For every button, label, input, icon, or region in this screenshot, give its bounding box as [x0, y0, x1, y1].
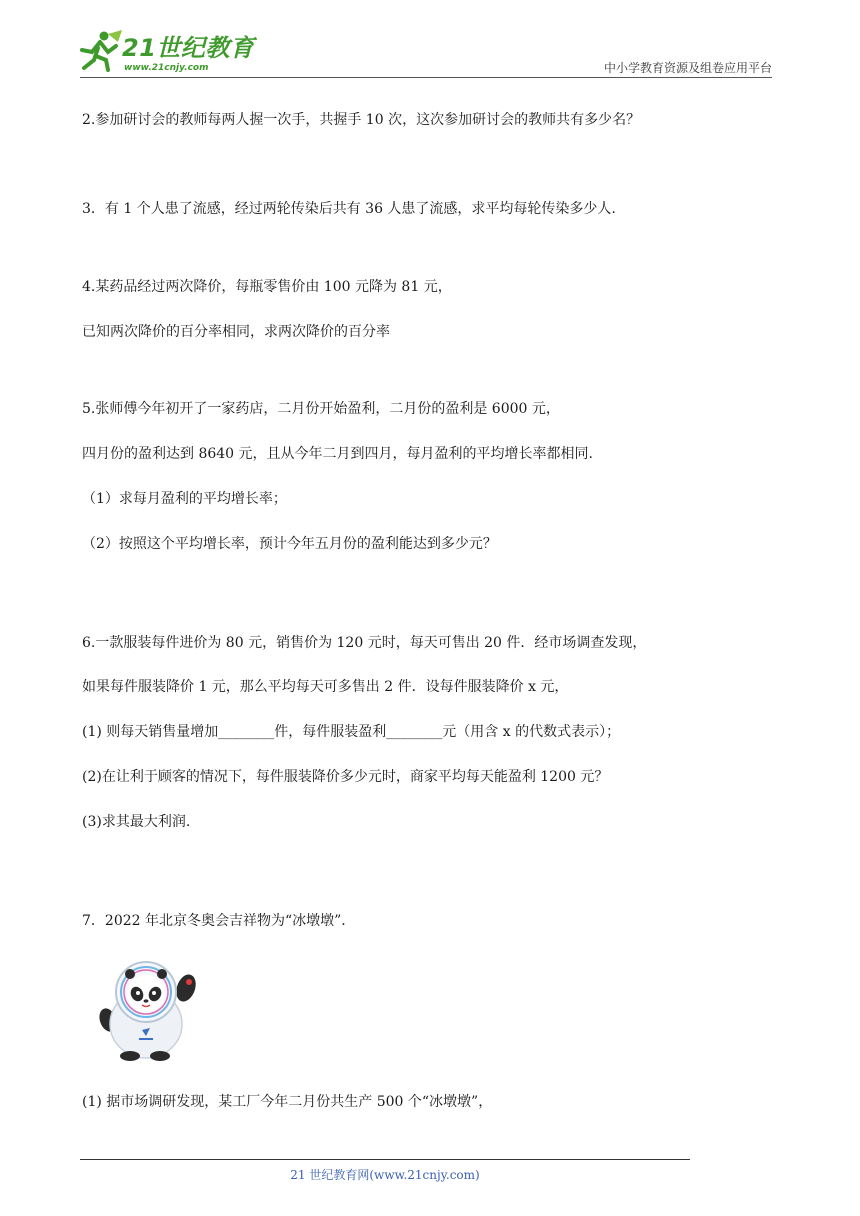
question-4-line-1: 4.某药品经过两次降价，每瓶零售价由 100 元降为 81 元，: [82, 279, 452, 295]
question-4-line-2: 已知两次降价的百分率相同，求两次降价的百分率: [82, 324, 390, 340]
site-logo[interactable]: [78, 28, 258, 80]
bing-dwen-dwen-mascot-image: [94, 958, 206, 1062]
question-6-part-1: (1) 则每天销售量增加________件，每件服装盈利________元（用含 x 的代数式表示）；: [82, 724, 621, 740]
question-6-part-2: (2)在让利于顾客的情况下，每件服装降价多少元时，商家平均每天能盈利 1200 元？: [82, 769, 609, 785]
question-7-part-1: (1) 据市场调研发现，某工厂今年二月份共生产 500 个“冰墩墩”，: [82, 1094, 493, 1110]
logo-url: www.21cnjy.com: [124, 63, 209, 73]
question-7-line-1: 7．2022 年北京冬奥会吉祥物为“冰墩墩”.: [82, 913, 346, 929]
question-3-text: 3．有 1 个人患了流感，经过两轮传染后共有 36 人患了流感，求平均每轮传染多少人.: [82, 201, 616, 217]
question-6-line-2: 如果每件服装降价 1 元，那么平均每天可多售出 2 件．设每件服装降价 x 元，: [82, 679, 569, 695]
footer-divider: [80, 1159, 690, 1160]
logo-text: 21世纪教育: [122, 34, 255, 62]
header-tagline: 中小学教育资源及组卷应用平台: [603, 61, 772, 75]
header-divider: [80, 77, 772, 78]
footer-link[interactable]: 21 世纪教育网(www.21cnjy.com): [290, 1168, 480, 1182]
question-6-part-3: (3)求其最大利润.: [82, 814, 191, 830]
question-5-line-1: 5.张师傅今年初开了一家药店，二月份开始盈利，二月份的盈利是 6000 元，: [82, 401, 560, 417]
runner-logo-icon: [78, 30, 124, 72]
page-header: [0, 0, 860, 82]
question-5-part-2: （2）按照这个平均增长率，预计今年五月份的盈利能达到多少元？: [82, 536, 497, 552]
question-2-text: 2.参加研讨会的教师每两人握一次手，共握手 10 次，这次参加研讨会的教师共有多少名？: [82, 112, 641, 128]
question-5-part-1: （1）求每月盈利的平均增长率；: [82, 491, 287, 507]
question-6-line-1: 6.一款服装每件进价为 80 元，销售价为 120 元时，每天可售出 20 件．经市场调查发现，: [82, 635, 647, 651]
question-5-line-2: 四月份的盈利达到 8640 元，且从今年二月到四月，每月盈利的平均增长率都相同.: [82, 446, 593, 462]
